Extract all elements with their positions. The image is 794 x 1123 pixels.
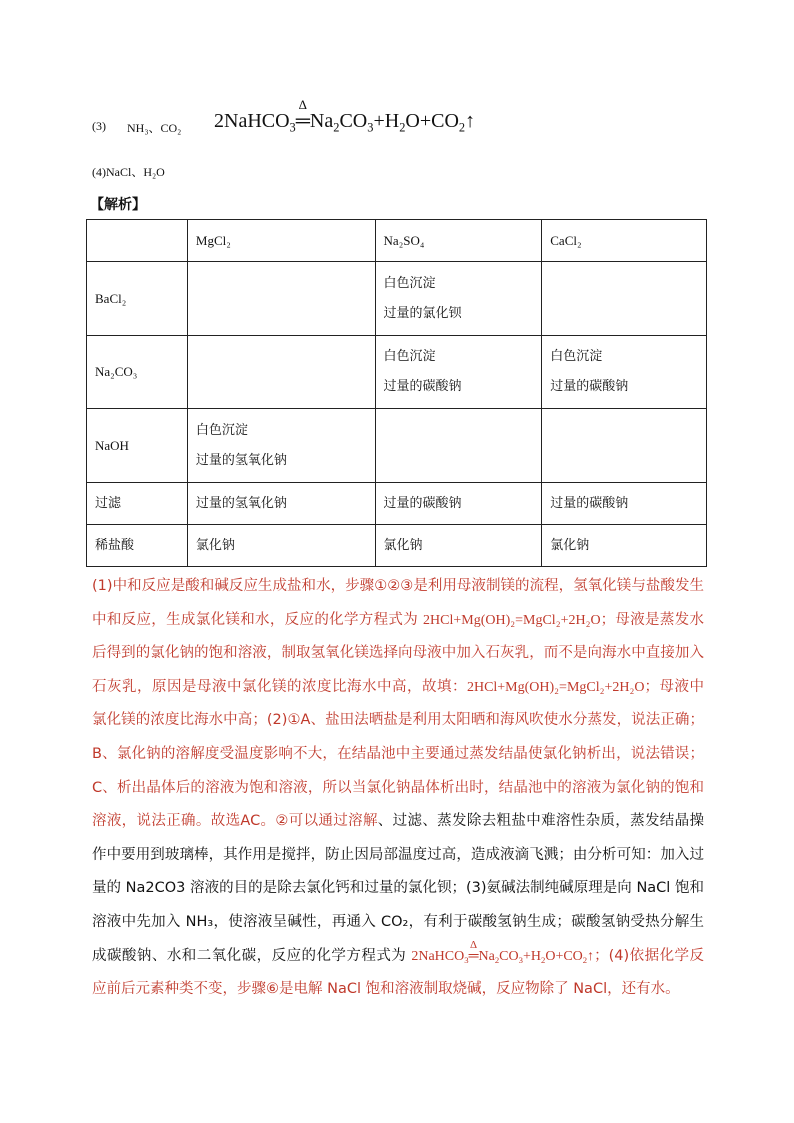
answer-3 <box>92 97 712 144</box>
table-cell: NaOH <box>87 409 188 483</box>
eq3-rd: O+CO <box>545 948 583 964</box>
gas-arrow: ↑ <box>587 948 595 964</box>
eq-left: 2NaHCO <box>214 110 290 132</box>
heat-sign <box>295 97 310 133</box>
table-cell: 过量的氢氧化钠 <box>187 483 375 525</box>
answer-3-number: (3) <box>92 119 106 133</box>
eq3-left-sub: 3 <box>464 954 469 965</box>
eq-rd: O+CO <box>405 110 459 132</box>
table-row <box>87 525 707 567</box>
analysis-part-4: 、过滤、蒸发除去粗盐中难溶性杂质，蒸发结晶操作中要用到玻璃棒，其作用是搅拌，防止因局部温度过高，造成液滴飞溅；由分析可知：加入过量的 Na2CO3 溶液的目的是除去氯化钙和过量的氯化钡；(3)氨碱法制纯碱原理是向 NaCl 饱和溶液中先加入 NH₃，使溶液呈碱性，再通入 CO₂，有利于碳酸氢钠生成；碳酸氢钠受热分解生成碳酸钠、水和二氧化碳，反应的化学方程式为 <box>92 813 704 964</box>
equation-1: 2HCl+Mg(OH)₂=MgCl₂+2H₂O <box>423 612 601 628</box>
table-cell <box>187 262 375 336</box>
table-cell <box>187 409 375 483</box>
analysis-part-2: ；母液是蒸发水后得到的氯化钠的饱和溶液，制取氢氧化镁选择向母液中加入石灰乳，而不是向海水中直接加入石灰乳，原因是母液中氯化镁的浓度比海水中高，故填： <box>92 611 705 695</box>
table-cell: Na₂SO₄ <box>375 220 542 262</box>
table-row <box>87 409 707 483</box>
cell-line: 白色沉淀 过量的氢氧化钠 <box>195 422 287 468</box>
table-cell <box>542 336 707 409</box>
equation-2: 2HCl+Mg(OH)₂=MgCl₂+2H₂O <box>466 679 645 695</box>
eq-rc-sub: 2 <box>399 120 406 135</box>
table-header-row <box>87 220 707 262</box>
eq3-left: 2NaHCO <box>411 948 465 964</box>
table-cell <box>375 336 542 409</box>
table-row <box>87 483 707 525</box>
reagent-table <box>86 219 707 567</box>
delta-symbol: Δ <box>298 97 308 112</box>
eq3-ra: Na <box>478 948 495 964</box>
eq3-rb-sub: 3 <box>518 954 523 965</box>
table-cell <box>542 409 707 483</box>
eq-rd-sub: 2 <box>458 120 466 135</box>
table-cell: 稀盐酸 <box>87 525 188 567</box>
eq3-rd-sub: 2 <box>582 954 588 965</box>
table-cell <box>542 262 707 336</box>
delta-symbol: Δ <box>470 938 478 951</box>
table-cell: 氯化钠 <box>375 525 542 567</box>
cell-line: 白色沉淀 过量的氯化钡 <box>383 275 462 321</box>
table-cell: 氯化钠 <box>542 525 707 567</box>
table-cell: MgCl₂ <box>187 220 375 262</box>
eq-ra-sub: 2 <box>333 120 340 135</box>
table-cell: Na₂CO₃ <box>87 336 188 409</box>
table-cell <box>187 336 375 409</box>
eq-sign: ═ <box>468 948 479 964</box>
table-cell: 氯化钠 <box>187 525 375 567</box>
table-cell: 过滤 <box>87 483 188 525</box>
cell-line: 白色沉淀 过量的碳酸钠 <box>550 349 629 394</box>
table-row <box>87 262 707 336</box>
table-cell: 过量的碳酸钠 <box>375 483 542 525</box>
eq3-ra-sub: 2 <box>494 954 500 965</box>
table-cell: BaCl₂ <box>87 262 188 336</box>
eq-sign: ═ <box>295 110 310 132</box>
heat-sign <box>469 940 479 974</box>
table-row <box>87 336 707 409</box>
analysis-part-3: ；母液中氯化镁的浓度比海水中高；(2)①A、盐田法晒盐是利用太阳晒和海风吹使水分蒸发，说法正确；B、氯化钠的溶解度受温度影响不大，在结晶池中主要通过蒸发结晶使氯化钠析出，说法错误；C、析出晶体后的溶液为饱和溶液，所以当氯化钠晶体析出时，结晶池中的溶液为氯化钠的饱和溶液，说法正确。故选AC。②可以通过溶解 <box>92 678 705 830</box>
analysis-title: 【解析】 <box>90 197 146 213</box>
analysis-part-5: ；(4)依据化学反应前后元素种类不变，步骤⑥是电解 NaCl 饱和溶液制取烧碱，反应物除了 NaCl，还有水。 <box>92 947 705 998</box>
analysis-part-1: (1)中和反应是酸和碱反应生成盐和水，步骤①②③是利用母液制镁的流程，氢氧化镁与盐酸发生中和反应，生成氯化镁和水，反应的化学方程式为 <box>92 578 704 628</box>
eq3-rc: +H <box>522 948 541 964</box>
eq-rc: +H <box>373 110 400 132</box>
table-cell <box>375 409 542 483</box>
eq-left-sub: 3 <box>289 120 296 135</box>
eq-rb: CO <box>339 110 368 132</box>
answer-4: (4)NaCl、H₂O <box>92 165 165 179</box>
eq-ra: Na <box>309 110 334 132</box>
eq-rb-sub: 3 <box>367 120 374 135</box>
table-cell <box>87 220 188 262</box>
eq3-rb: CO <box>499 948 519 964</box>
cell-line: 白色沉淀 过量的碳酸钠 <box>383 349 462 394</box>
answer-3-gases: NH₃、CO₂ <box>127 121 182 135</box>
analysis-body <box>92 570 704 1007</box>
table-cell: CaCl₂ <box>542 220 707 262</box>
table-cell: 过量的碳酸钠 <box>542 483 707 525</box>
table-cell <box>375 262 542 336</box>
gas-arrow: ↑ <box>465 110 476 132</box>
equation-3 <box>411 938 595 965</box>
answer-3-equation <box>214 97 476 135</box>
eq3-rc-sub: 2 <box>540 954 546 965</box>
